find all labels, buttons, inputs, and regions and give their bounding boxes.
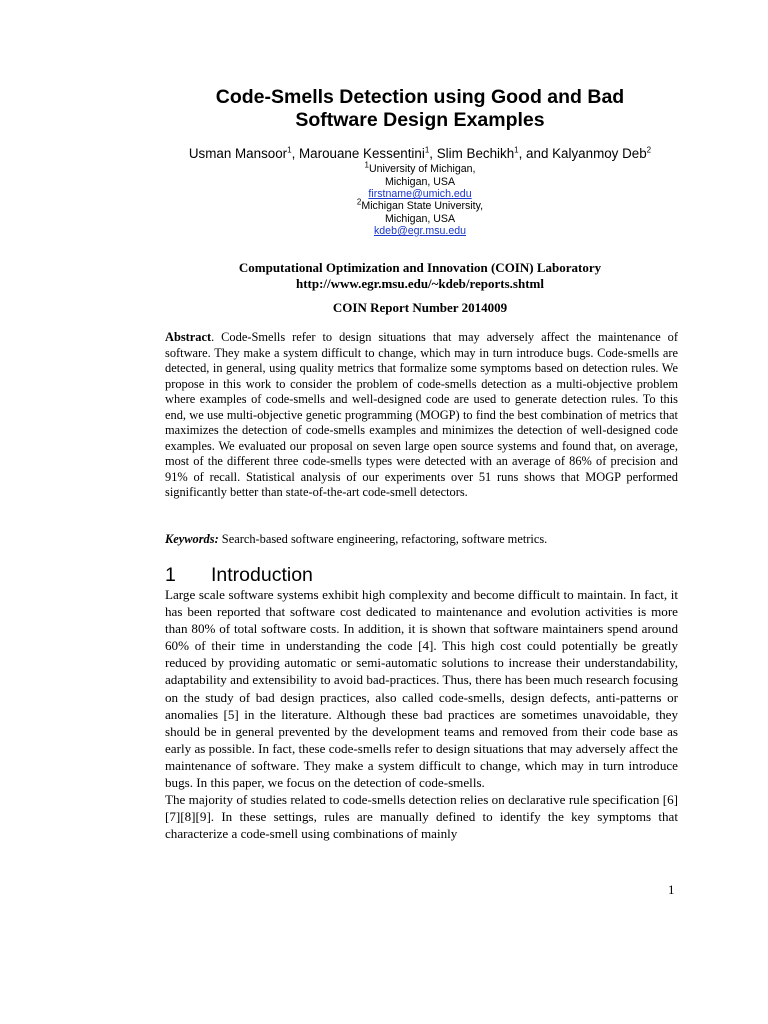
body-text bbox=[165, 586, 678, 842]
email-link[interactable]: kdeb@egr.msu.edu bbox=[373, 225, 467, 237]
affiliation-2 bbox=[120, 197, 720, 238]
page-number: 1 bbox=[668, 882, 675, 897]
author-separator: , and bbox=[518, 146, 553, 161]
paragraph: The majority of studies related to code-smells detection relies on declarative rule specification [6][7][8][9]. In these settings, rules are manually defined to identify the key symptoms that characterize a code-smell using combinations of mainly bbox=[165, 792, 678, 842]
author-name: Usman Mansoor bbox=[188, 146, 288, 161]
paragraph: Large scale software systems exhibit high complexity and become difficult to maintain. In fact, it has been reported that software cost dedicated to maintenance and evolution activities is more than 80% of total software costs. In addition, it is shown that software maintainers spend around 60% of their time in understanding the code [4]. This high cost could potentially be greatly reduced by providing automatic or semi-automatic solutions to increase their understandability, adaptability and extensibility to avoid bad-practices. Thus, there has been much research focusing on the study of bad design practices, also called code-smells, design defects, anti-patterns or anomalies [5] in the literature. Although these bad practices are sometimes unavoidable, they should be in general prevented by the development teams and removed from their code base as early as possible. In fact, these code-smells refer to design situations that may adversely affect the maintenance of software. They make a system difficult to change, which may in turn introduce bugs. In this paper, we focus on the detection of code-smells. bbox=[165, 587, 678, 791]
section-heading bbox=[165, 564, 313, 587]
abstract-label: Abstract bbox=[165, 330, 212, 344]
paper-title bbox=[120, 86, 720, 132]
author-affiliation-mark: 1 bbox=[287, 145, 292, 155]
author-name: Slim Bechikh bbox=[436, 146, 515, 161]
keywords bbox=[165, 532, 678, 548]
author-name: Marouane Kessentini bbox=[299, 146, 425, 161]
lab-name: Computational Optimization and Innovation (COIN) Laboratory bbox=[238, 260, 602, 275]
affiliation-location: Michigan, USA bbox=[384, 212, 456, 225]
lab-url: http://www.egr.msu.edu/~kdeb/reports.shtml bbox=[295, 276, 544, 291]
affiliation-institution: University of Michigan, bbox=[368, 163, 476, 175]
affiliation-location: Michigan, USA bbox=[384, 175, 456, 188]
section-title: Introduction bbox=[211, 564, 313, 586]
section-number: 1 bbox=[165, 564, 176, 586]
affiliation-mark: 2 bbox=[356, 197, 362, 207]
paper-title-line-1: Code-Smells Detection using Good and Bad bbox=[215, 86, 625, 108]
paper-title-line-2: Software Design Examples bbox=[295, 109, 545, 131]
email-link[interactable]: firstname@umich.edu bbox=[368, 188, 472, 200]
report-number: COIN Report Number 2014009 bbox=[332, 300, 508, 315]
author-list bbox=[120, 146, 720, 162]
author-affiliation-mark: 1 bbox=[514, 145, 519, 155]
author-separator: , bbox=[429, 146, 437, 161]
affiliation-mark: 1 bbox=[364, 160, 369, 170]
author-separator: , bbox=[291, 146, 300, 161]
abstract-text: . Code-Smells refer to design situations that may adversely affect the maintenance of software. They make a system difficult to change, which may in turn introduce bugs. Code-smells are detected, in general, using quality metrics that formalize some symptoms based on detection rules. We propose in this work to consider the problem of code-smells detection as a multi-objective problem where examples of code-smells and well-designed code are used to generate detection rules. To this end, we use multi-objective genetic programming (MOGP) to find the best combination of metrics that maximizes the detection of code-smells examples and minimizes the detection of well-designed code examples. We evaluated our proposal on seven large open source systems and found that, on average, most of the different three code-smells types were detected with an average of 86% of precision and 91% of recall. Statistical analysis of our experiments over 51 runs shows that MOGP performed significantly better than state-of-the-art code-smell detectors. bbox=[165, 330, 678, 499]
keywords-text: Search-based software engineering, refactoring, software metrics. bbox=[218, 532, 548, 546]
keywords-label: Keywords: bbox=[165, 532, 219, 546]
abstract bbox=[165, 330, 678, 501]
author-affiliation-mark: 1 bbox=[424, 145, 430, 155]
author-name: Kalyanmoy Deb bbox=[552, 146, 647, 161]
author-affiliation-mark: 2 bbox=[646, 145, 652, 155]
affiliation-1 bbox=[120, 160, 720, 201]
affiliation-institution: Michigan State University, bbox=[361, 200, 484, 212]
